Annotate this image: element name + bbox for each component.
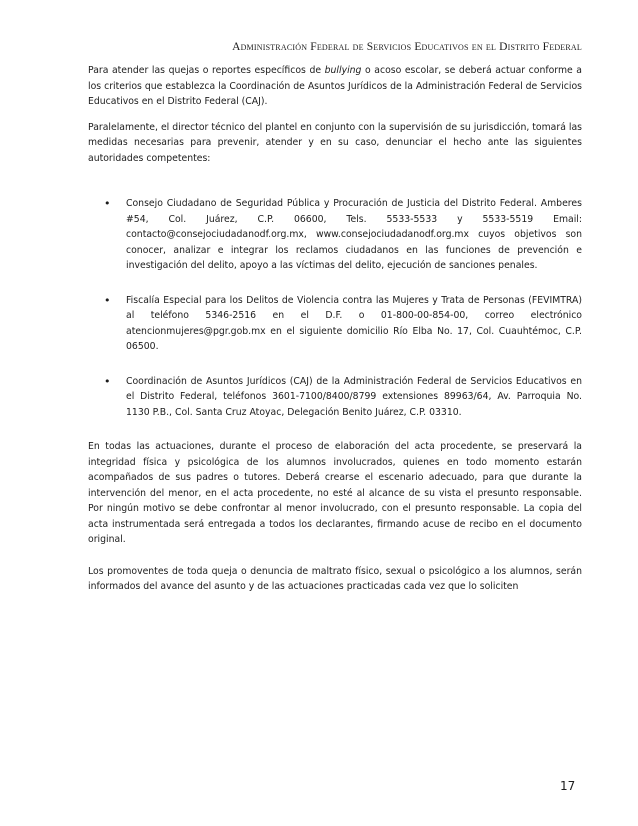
bullet-icon: • <box>104 293 111 307</box>
paragraph-paralelamente: Paralelamente, el director técnico del plantel en conjunto con la supervisión de su jurisdicción, tomará las medidas necesarias para prevenir, atender y en su caso, denunciar el hecho ante las siguientes autoridades competentes: <box>88 121 582 164</box>
bullet-icon: • <box>104 374 111 388</box>
authorities-list <box>88 196 582 420</box>
bullying-term: bullying <box>324 65 362 76</box>
page-number: 17 <box>560 779 576 793</box>
paragraph-quejas: Para atender las quejas o reportes específicos de bullying o acoso escolar, se deberá actuar conforme a los criterios que establezca la Coordinación de Asuntos Jurídicos de la Administración Federal de Servicios Educativos en el Distrito Federal (CAJ). <box>88 65 582 107</box>
paragraph-promoventes: Los promoventes de toda queja o denuncia de maltrato físico, sexual o psicológico a los alumnos, serán informados del avance del asunto y de las actuaciones practicadas cada vez que lo soliciten <box>88 565 582 592</box>
list-item-fevimtra: • Fiscalía Especial para los Delitos de Violencia contra las Mujeres y Trata de Personas (FEVIMTRA) al teléfono 5346-2516 en el D.F. o 01-800-00-854-00, correo electrónico atencionmujeres@pgr.gob.mx en el siguiente domicilio Río Elba No. 17, Col. Cuauhtémoc, C.P. 06500. <box>104 293 582 352</box>
page-header: Administración Federal de Servicios Educativos en el Distrito Federal <box>232 41 582 53</box>
list-item-consejo-ciudadano: • Consejo Ciudadano de Seguridad Pública y Procuración de Justicia del Distrito Federal. Amberes #54, Col. Juárez, C.P. 06600, Tels. 5533-5533 y 5533-5519 Email: contacto@consejociudadanodf.org.mx, www.consejociudadanodf.org.mx cuyos objetivos son conocer, analizar e integrar los reclamos ciudadanos en las funciones de prevención e investigación del delito, apoyo a las víctimas del delito, ejecución de sanciones penales. <box>104 197 582 271</box>
document-body <box>88 63 582 595</box>
paragraph-actuaciones: En todas las actuaciones, durante el proceso de elaboración del acta procedente, se preservará la integridad física y psicológica de los alumnos involucrados, quienes en todo momento estarán acompañados de sus padres o tutores. Deberá crearse el escenario adecuado, para que durante la intervención del menor, en el acta procedente, no esté al alcance de su vista el presunto responsable. Por ningún motivo se debe confrontar al menor involucrado, con el presunto responsable. La copia del acta instrumentada será entregada a todos los declarantes, firmando acuse de recibo en el documento original. <box>88 441 582 545</box>
bullet-icon: • <box>104 197 111 210</box>
list-item-caj: • Coordinación de Asuntos Jurídicos (CAJ) de la Administración Federal de Servicios Educativos en el Distrito Federal, teléfonos 3601-7100/8400/8799 extensiones 89963/64, Av. Parroquia No. 1130 P.B., Col. Santa Cruz Atoyac, Delegación Benito Juárez, C.P. 03310. <box>104 374 582 418</box>
